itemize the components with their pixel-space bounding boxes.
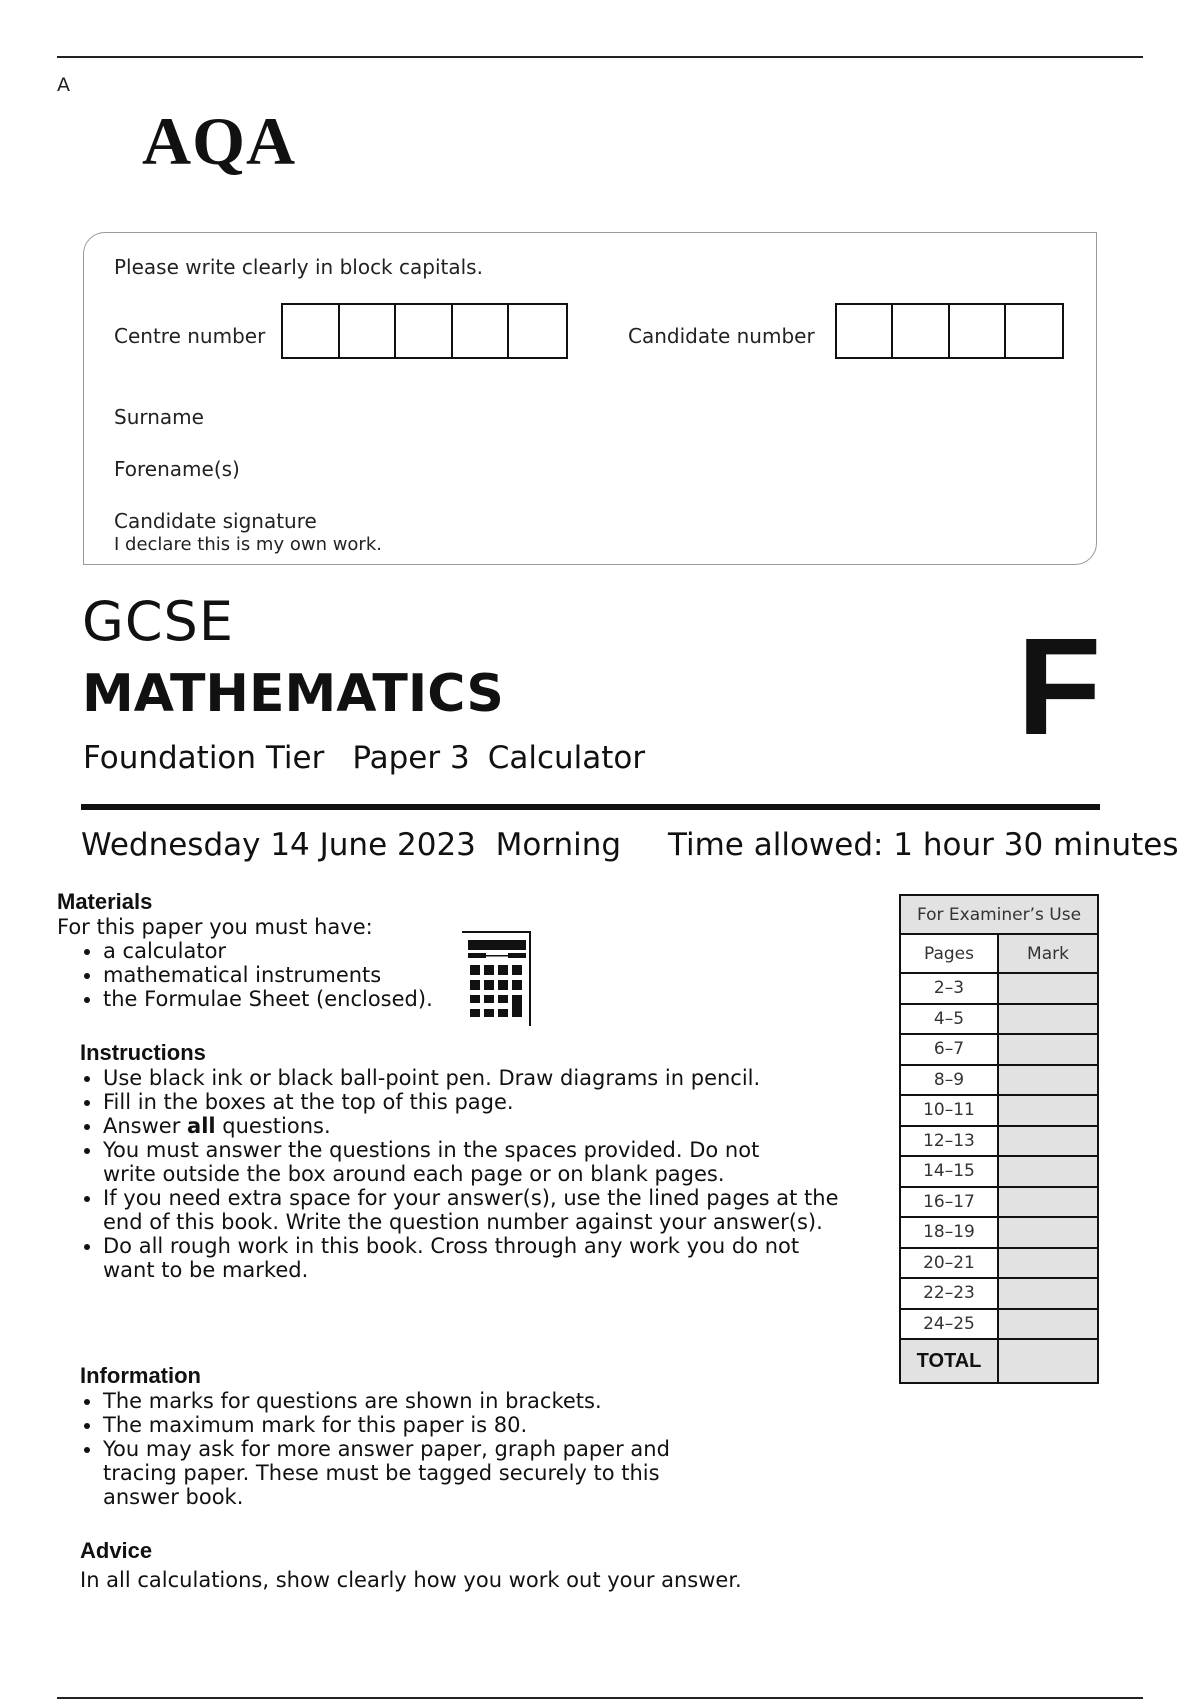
advice-heading: Advice [80,1538,153,1563]
centre-number-field[interactable] [281,303,568,359]
list-item: • Answer all questions. [103,1114,860,1138]
list-item: • Do all rough work in this book. Cross through any work you do not want to be marked. [103,1234,823,1282]
surname-label: Surname [114,405,204,429]
mark-cell [998,1065,1098,1096]
calculator-icon [462,930,532,1026]
candidate-number-field[interactable] [835,303,1064,359]
mark-cell [998,1217,1098,1248]
time-allowed: Time allowed: 1 hour 30 minutes [668,827,1179,863]
materials-section [57,889,477,1011]
mark-cell [998,1156,1098,1187]
examiner-use-table [899,894,1099,1384]
mark-cell [998,1187,1098,1218]
candidate-number-digit[interactable] [950,305,1006,357]
paper-code: A [57,74,70,96]
examiner-table-title: For Examiner’s Use [900,895,1098,934]
session-text: Morning [495,827,622,863]
table-row: 6–7 [900,1034,1098,1065]
centre-number-digit[interactable] [396,305,453,357]
candidate-number-digit[interactable] [837,305,893,357]
paper-label: Paper 3 [352,740,470,776]
total-label: TOTAL [900,1339,998,1383]
date-text: Wednesday 14 June 2023 [81,827,476,863]
aqa-logo: AQA [142,103,297,179]
candidate-number-digit[interactable] [1006,305,1062,357]
top-rule [57,56,1143,58]
centre-number-digit[interactable] [453,305,510,357]
pages-column-header: Pages [900,934,998,973]
advice-section [80,1538,980,1592]
tier-label: Foundation Tier [83,740,325,776]
instructions-section [80,1040,860,1282]
list-item: • The marks for questions are shown in brackets. [103,1389,780,1413]
materials-heading: Materials [57,889,153,914]
centre-number-digit[interactable] [283,305,340,357]
table-row: 4–5 [900,1004,1098,1035]
information-list [80,1389,780,1509]
list-item: • Use black ink or black ball-point pen. Draw diagrams in pencil. [103,1066,860,1090]
table-row: 2–3 [900,973,1098,1004]
table-row: 14–15 [900,1156,1098,1187]
list-item: • a calculator [103,939,477,963]
table-row: 8–9 [900,1065,1098,1096]
instructions-heading: Instructions [80,1040,206,1065]
candidate-number-label: Candidate number [628,324,815,348]
block-capitals-instruction: Please write clearly in block capitals. [114,255,483,279]
advice-text: In all calculations, show clearly how you work out your answer. [80,1568,742,1592]
mark-cell [998,1095,1098,1126]
mark-cell [998,1309,1098,1340]
qualification-title: GCSE [82,590,234,653]
table-row: 18–19 [900,1217,1098,1248]
information-heading: Information [80,1363,201,1388]
list-item: • You must answer the questions in the spaces provided. Do not write outside the box around each page or on blank pages. [103,1138,763,1186]
candidate-details-box [83,232,1097,565]
total-mark-cell [998,1339,1098,1383]
list-item: • Fill in the boxes at the top of this page. [103,1090,860,1114]
table-row: 12–13 [900,1126,1098,1157]
calculator-label: Calculator [487,740,646,776]
centre-number-label: Centre number [114,324,266,348]
bottom-rule [57,1697,1143,1699]
centre-number-digit[interactable] [509,305,566,357]
mark-cell [998,973,1098,1004]
mark-cell [998,1278,1098,1309]
exam-date [81,827,621,863]
mark-cell [998,1034,1098,1065]
list-item: • The maximum mark for this paper is 80. [103,1413,780,1437]
table-row: 16–17 [900,1187,1098,1218]
list-item: • You may ask for more answer paper, graph paper and tracing paper. These must be tagged securely to this answer book. [103,1437,723,1509]
table-row: 10–11 [900,1095,1098,1126]
mark-cell [998,1126,1098,1157]
tier-letter: F [1017,610,1102,764]
instructions-list [80,1066,860,1282]
materials-intro: For this paper you must have: [57,915,373,939]
declaration-text: I declare this is my own work. [114,534,382,555]
information-section [80,1363,780,1509]
list-item: • mathematical instruments [103,963,477,987]
table-row: 22–23 [900,1278,1098,1309]
centre-number-digit[interactable] [340,305,397,357]
forenames-label: Forename(s) [114,457,240,481]
candidate-number-digit[interactable] [893,305,949,357]
signature-label: Candidate signature [114,509,317,533]
tier-line [83,740,673,776]
materials-list [57,939,477,1011]
list-item: • the Formulae Sheet (enclosed). [103,987,477,1011]
list-item: • If you need extra space for your answer(s), use the lined pages at the end of this book. Write the question number against your answer(s). [103,1186,860,1234]
table-row: 24–25 [900,1309,1098,1340]
mark-cell [998,1248,1098,1279]
subject-title: MATHEMATICS [82,664,504,724]
mark-column-header: Mark [998,934,1098,973]
table-row: 20–21 [900,1248,1098,1279]
title-divider [81,804,1100,810]
total-row [900,1339,1098,1383]
mark-cell [998,1004,1098,1035]
